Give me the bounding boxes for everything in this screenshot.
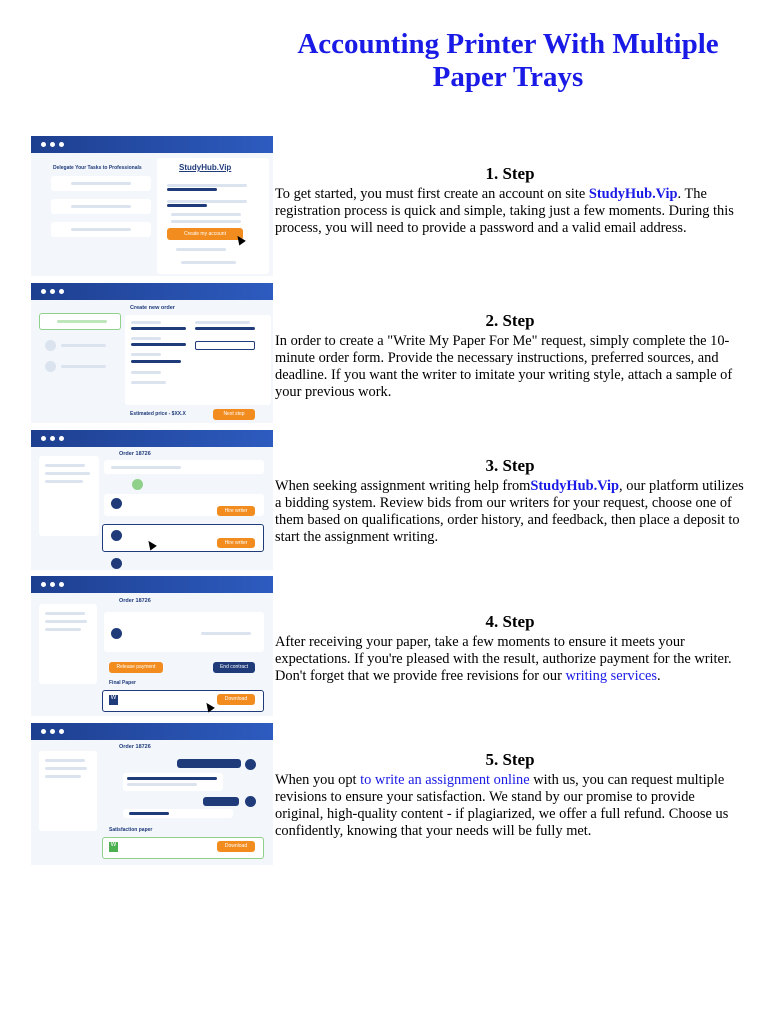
step-4 [275, 612, 745, 685]
step-5-screenshot [31, 723, 273, 865]
studyhub-link[interactable]: StudyHub.Vip [530, 478, 620, 494]
shot-input [195, 341, 255, 350]
step-heading: 1. Step [485, 164, 535, 183]
step-text: After receiving your paper, take a few moments to ensure it meets your expectations. If you're pleased with the result, authorize payment for the writer. Don't forget that we provide free revisions for our writing services. [275, 634, 732, 684]
hire-writer-button[interactable]: Hire writer [217, 506, 255, 516]
step-text: In order to create a "Write My Paper For Me" request, simply complete the 10-minute order form. Provide the necessary instructions, preferred sources, and deadline. If you want the writer to imitate your writing style, attach a sample of your previous work. [275, 333, 733, 400]
window-titlebar [31, 576, 273, 593]
step-heading: 3. Step [485, 456, 535, 475]
release-payment-button[interactable]: Release payment [109, 662, 163, 673]
estimated-price: Estimated price - $XX.X [130, 411, 186, 417]
step-2-screenshot [31, 283, 273, 423]
page-title: Accounting Printer With Multiple Paper Trays [297, 28, 719, 93]
final-paper-label: Final Paper [109, 680, 136, 686]
step-1-screenshot [31, 136, 273, 276]
create-account-button[interactable]: Create my account [167, 228, 243, 240]
writing-services-link[interactable]: writing services [565, 668, 657, 684]
step-text: When you opt to write an assignment online with us, you can request multiple revisions to ensure your satisfaction. We stand by our promise to provide original, high-quality content - if plagiarized, we offer a full refund. Choose us confidently, knowing that your needs will be fully met. [275, 772, 729, 839]
step-text: To get started, you must first create an account on site StudyHub.Vip. The registration process is quick and simple, taking just a few moments. During this process, you will need to provide a password and a valid email address. [275, 186, 734, 236]
shot-heading: Order 18726 [119, 598, 151, 604]
step-3-screenshot [31, 430, 273, 570]
window-titlebar [31, 283, 273, 300]
step-2 [275, 311, 745, 401]
step-text: When seeking assignment writing help fromStudyHub.Vip, our platform utilizes a bidding system. Review bids from our writers for your request, choose one of them based on qualifications, order history, and feedback, then place a deposit to start the assignment writing. [275, 478, 744, 545]
studyhub-link[interactable]: StudyHub.Vip [588, 186, 678, 202]
shot-brand-logo: StudyHub.Vip [179, 163, 232, 172]
shot-heading: Order 18726 [119, 744, 151, 750]
step-1 [275, 164, 745, 237]
shot-heading: Create new order [130, 305, 175, 311]
document-file-icon: W [109, 842, 118, 852]
step-heading: 4. Step [485, 612, 535, 631]
download-button[interactable]: Download [217, 694, 255, 705]
step-5 [275, 750, 745, 840]
window-titlebar [31, 430, 273, 447]
shot-heading: Delegate Your Tasks to Professionals [53, 165, 142, 171]
step-4-screenshot [31, 576, 273, 716]
download-button[interactable]: Download [217, 841, 255, 852]
window-titlebar [31, 723, 273, 740]
shot-heading: Order 18726 [119, 451, 151, 457]
window-titlebar [31, 136, 273, 153]
step-heading: 5. Step [485, 750, 535, 769]
end-contract-button[interactable]: End contract [213, 662, 255, 673]
write-assignment-link[interactable]: to write an assignment online [360, 772, 530, 788]
next-step-button[interactable]: Next step [213, 409, 255, 420]
step-heading: 2. Step [485, 311, 535, 330]
word-file-icon: W [109, 695, 118, 705]
hire-writer-button[interactable]: Hire writer [217, 538, 255, 548]
step-3 [275, 456, 745, 546]
satisfaction-paper-label: Satisfaction paper [109, 827, 153, 833]
